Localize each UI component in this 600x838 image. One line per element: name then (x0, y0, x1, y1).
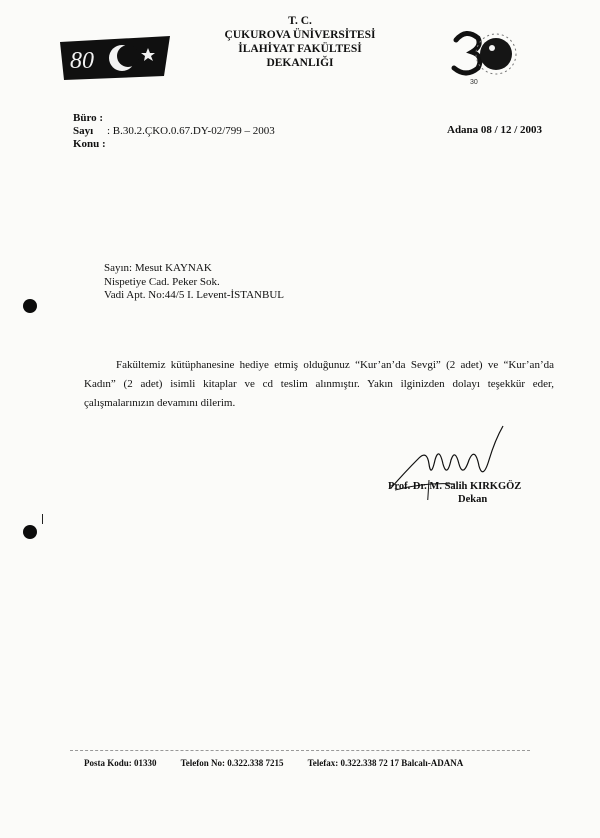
letterhead (200, 14, 400, 70)
punch-hole (23, 525, 37, 539)
buro-label: Büro : (73, 112, 104, 124)
margin-mark (42, 514, 43, 524)
logo-30-text: 30 (470, 79, 478, 86)
sayi-value: : B.30.2.ÇKO.0.67.DY-02/799 – 2003 (107, 125, 275, 137)
footer-postal-code: Posta Kodu: 01330 (84, 758, 157, 768)
letterhead-deanery: DEKANLIĞI (266, 57, 334, 69)
anniversary-80-logo (60, 36, 170, 80)
recipient-address (104, 262, 284, 303)
letterhead-university: ÇUKUROVA ÜNİVERSİTESİ (224, 29, 376, 41)
footer-phone: Telefon No: 0.322.338 7215 (180, 758, 284, 768)
recipient-name: Sayın: Mesut KAYNAK (104, 262, 212, 274)
footer-fax: Telefax: 0.322.338 72 17 Balcalı-ADANA (307, 758, 464, 768)
sayi-row (73, 125, 275, 138)
reference-block (73, 112, 275, 151)
letterhead-line-1: T. C. (288, 15, 312, 27)
address-city: Vadi Apt. No:44/5 I. Levent-İSTANBUL (104, 289, 284, 301)
anniversary-30-logo (448, 24, 532, 88)
footer-contact (84, 758, 485, 768)
sayi-label: Sayı (73, 125, 94, 137)
footer-divider (70, 750, 530, 751)
letterhead-faculty: İLAHİYAT FAKÜLTESİ (238, 43, 362, 55)
address-street: Nispetiye Cad. Peker Sok. (104, 275, 220, 288)
punch-hole (23, 299, 37, 313)
signatory-name: Prof. Dr. M. Salih KIRKGÖZ (388, 481, 522, 492)
signatory (388, 480, 521, 506)
body-paragraph: Fakültemiz kütüphanesine hediye etmiş olduğunuz “Kur’an’da Sevgi” (2 adet) ve “Kur’an’da Kadın” (2 adet) isimli kitaplar ve cd teslim alınmıştır. Yakın ilginizden dolayı teşekkür eder, çalışmalarınızın devamını dilerim. (84, 359, 554, 409)
signatory-title: Dekan (458, 494, 488, 505)
konu-label: Konu : (73, 138, 106, 150)
logo-80-text: 80 (70, 48, 94, 74)
letter-body (84, 356, 554, 413)
letter-date: Adana 08 / 12 / 2003 (447, 124, 543, 136)
